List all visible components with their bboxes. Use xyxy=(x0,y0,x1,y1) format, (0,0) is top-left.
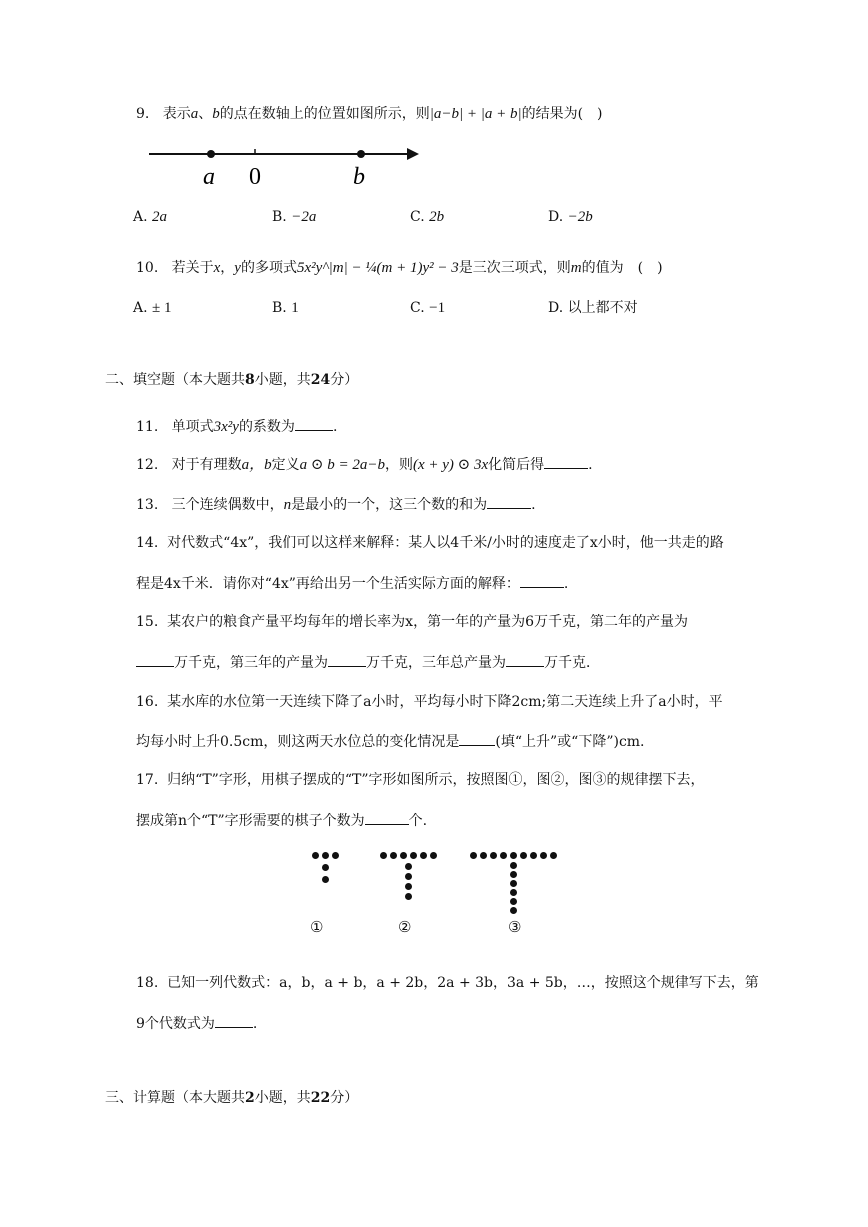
q17-line-2: 摆成第n个“T”字形需要的棋子个数为 个. xyxy=(136,810,427,831)
answer-blank[interactable] xyxy=(506,652,544,667)
q10-option-b[interactable]: B. 1 xyxy=(272,300,299,316)
point-b xyxy=(357,150,365,158)
figure-label-3: ③ xyxy=(508,918,522,936)
q9-option-d[interactable]: D. −2b xyxy=(548,209,593,225)
q18-line-1: 18. 已知一列代数式：a，b，a + b，a + 2b，2a + 3b，3a + 5b，…，按照这个规律写下去，第 xyxy=(136,975,759,991)
q15-line-2: 万千克，第三年的产量为 万千克，三年总产量为 万千克． xyxy=(136,652,600,673)
t-shape-figure-1 xyxy=(312,852,352,892)
q9-option-c[interactable]: C. 2b xyxy=(410,209,445,225)
q10-option-c[interactable]: C. −1 xyxy=(410,300,446,316)
axis-label-0: 0 xyxy=(249,164,261,190)
answer-blank[interactable] xyxy=(487,494,531,509)
q11-stem: 11. 单项式3x²y的系数为 . xyxy=(136,416,337,437)
q9-option-a[interactable]: A. 2a xyxy=(133,209,168,225)
q16-line-2: 均每小时上升0.5cm，则这两天水位总的变化情况是 (填“上升”或“下降”)cm. xyxy=(136,731,645,752)
answer-blank[interactable] xyxy=(459,731,495,746)
answer-blank[interactable] xyxy=(215,1013,253,1028)
section-3-heading: 三、计算题（本大题共2小题，共22分） xyxy=(105,1090,359,1106)
q10-option-d[interactable]: D. 以上都不对 xyxy=(548,300,638,316)
q17-line-1: 17. 归纳“T”字形，用棋子摆成的“T”字形如图所示，按照图①，图②，图③的规律摆下去， xyxy=(136,772,705,788)
t-shape-figure-2 xyxy=(380,852,440,902)
q10-stem: 10. 若关于x，y的多项式5x²y^|m| − ¼(m + 1)y² − 3是三次三项式，则m的值为 ( ) xyxy=(136,260,663,276)
axis-label-b: b xyxy=(353,164,365,190)
answer-blank[interactable] xyxy=(136,652,174,667)
answer-blank[interactable] xyxy=(365,810,409,825)
q16-line-1: 16. 某水库的水位第一天连续下降了a小时，平均每小时下降2cm;第二天连续上升了a小时，平 xyxy=(136,694,723,710)
answer-blank[interactable] xyxy=(328,652,366,667)
q9-option-b[interactable]: B. −2a xyxy=(272,209,317,225)
q14-line-1: 14. 对代数式“4x”，我们可以这样来解释：某人以4千米/小时的速度走了x小时，他一共走的路 xyxy=(136,535,724,551)
q14-line-2: 程是4x千米．请你对“4x”再给出另一个生活实际方面的解释： . xyxy=(136,573,568,594)
section-2-heading: 二、填空题（本大题共8小题，共24分） xyxy=(105,372,359,388)
axis-label-a: a xyxy=(203,164,215,190)
answer-blank[interactable] xyxy=(520,573,564,588)
answer-blank[interactable] xyxy=(295,416,333,431)
number-line-figure xyxy=(145,138,425,194)
point-a xyxy=(207,150,215,158)
answer-blank[interactable] xyxy=(544,454,588,469)
q9-stem: 9. 表示a、b的点在数轴上的位置如图所示，则|a−b| + |a + b|的结果为( ) xyxy=(136,106,603,122)
q10-option-a[interactable]: A. ± 1 xyxy=(133,300,172,316)
t-shape-figure-3 xyxy=(470,852,560,912)
figure-label-2: ② xyxy=(398,918,412,936)
q13-stem: 13. 三个连续偶数中，n是最小的一个，这三个数的和为 . xyxy=(136,494,536,515)
q12-stem: 12. 对于有理数a，b定义a ⊙ b = 2a−b，则(x + y) ⊙ 3x化简后得 . xyxy=(136,454,593,475)
q15-line-1: 15. 某农户的粮食产量平均每年的增长率为x，第一年的产量为6万千克，第二年的产量为 xyxy=(136,614,688,630)
figure-label-1: ① xyxy=(310,918,324,936)
q18-line-2: 9个代数式为 . xyxy=(136,1013,257,1034)
